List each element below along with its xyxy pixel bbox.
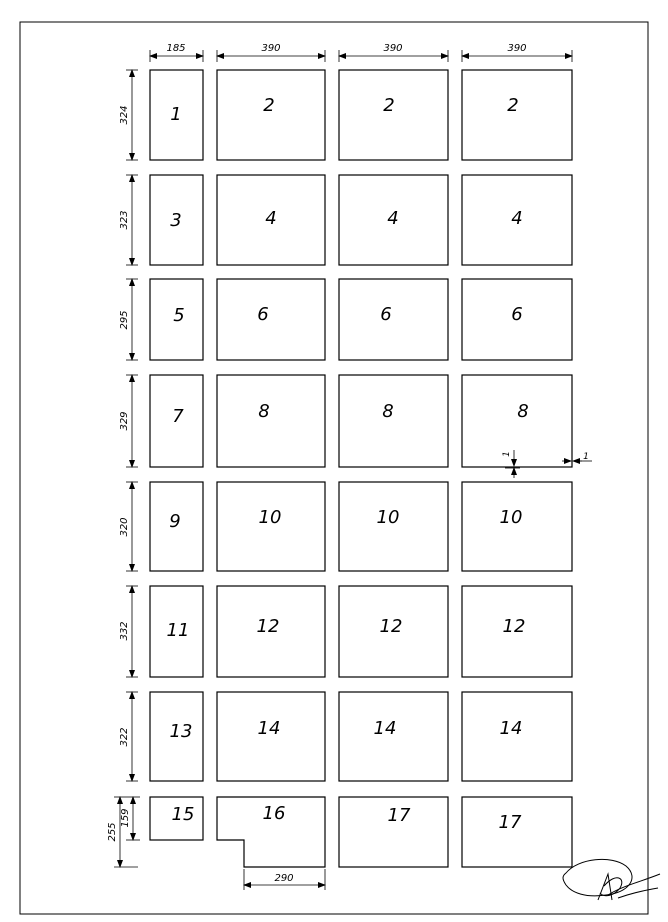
panel-row-7 (119, 692, 572, 781)
panel-label: 2 (263, 95, 275, 116)
width-label-2: 390 (261, 43, 281, 54)
panel-row-2 (119, 175, 572, 265)
width-dimension-1 (150, 43, 203, 62)
panel-label: 6 (511, 304, 523, 325)
panel-row-4 (119, 375, 592, 478)
panel-label: 4 (387, 208, 399, 229)
panel-row-1 (119, 70, 572, 160)
width-label-3: 390 (383, 43, 403, 54)
panel-label: 12 (502, 616, 526, 637)
panel-label: 17 (387, 805, 411, 826)
width-dimension-3 (339, 43, 448, 62)
height-label-row-3: 295 (119, 310, 130, 330)
height-label-row-4: 329 (119, 411, 130, 431)
notch-width-label: 290 (274, 873, 294, 884)
panel-6-a (217, 279, 325, 360)
panel-label: 7 (172, 406, 184, 427)
panel-label: 15 (171, 804, 195, 825)
height-label-row-1: 324 (119, 105, 130, 125)
panel-label: 1 (170, 104, 182, 125)
gap-label-vertical: 1 (502, 451, 512, 457)
panel-label: 8 (258, 401, 270, 422)
width-dimension-2 (217, 43, 325, 62)
panel-label: 6 (380, 304, 392, 325)
panel-label: 14 (373, 718, 397, 739)
panel-label: 5 (173, 305, 185, 326)
panel-label: 14 (257, 718, 281, 739)
panel-label: 12 (379, 616, 403, 637)
panel-label: 10 (258, 507, 282, 528)
panel-label: 2 (383, 95, 395, 116)
panel-row-5 (119, 482, 572, 571)
panel-label: 4 (265, 208, 277, 229)
panel-label: 16 (262, 803, 286, 824)
panel-row-8 (107, 797, 572, 890)
panel-label: 12 (256, 616, 280, 637)
width-label-4: 390 (507, 43, 527, 54)
height-label-row-7: 322 (119, 727, 130, 747)
panel-8-a (217, 375, 325, 467)
gap-label-horizontal: 1 (583, 452, 589, 462)
panel-label: 2 (507, 95, 519, 116)
panel-label: 3 (170, 210, 182, 231)
panel-6-b (339, 279, 448, 360)
panel-label: 13 (169, 721, 193, 742)
height-label-row-5: 320 (119, 517, 130, 537)
width-dimension-4 (462, 43, 572, 62)
panel-label: 8 (517, 401, 529, 422)
panel-label: 14 (499, 718, 523, 739)
panel-label: 10 (499, 507, 523, 528)
panel-row-6 (119, 586, 572, 677)
signature (563, 859, 660, 900)
panel-label: 11 (166, 620, 190, 641)
height-label-row-2: 323 (119, 210, 130, 230)
height-label-total: 255 (107, 822, 118, 842)
panel-row-3 (119, 279, 572, 360)
width-label-1: 185 (166, 43, 186, 54)
panel-label: 9 (169, 511, 181, 532)
panel-label: 6 (257, 304, 269, 325)
panel-label: 4 (511, 208, 523, 229)
panel-label: 10 (376, 507, 400, 528)
panel-label: 8 (382, 401, 394, 422)
panel-label: 17 (498, 812, 522, 833)
height-label-row-6: 332 (119, 621, 130, 641)
height-label-small: 159 (120, 808, 131, 828)
